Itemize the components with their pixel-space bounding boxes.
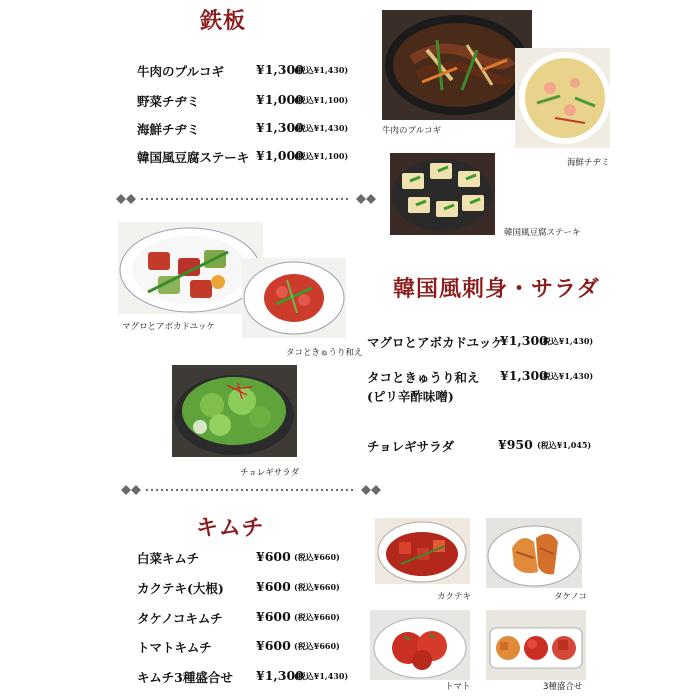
menu-item bbox=[137, 549, 377, 567]
section-divider bbox=[115, 193, 377, 205]
tofu-steak-photo bbox=[390, 153, 495, 235]
menu-item bbox=[137, 668, 377, 686]
item-tax: (税込¥1,100) bbox=[294, 95, 349, 105]
item-name: タコときゅうり和え bbox=[367, 370, 480, 385]
item-price: ¥950 bbox=[498, 437, 533, 452]
item-name: カクテキ(大根) bbox=[137, 581, 224, 596]
menu-item bbox=[137, 638, 377, 656]
item-name: チョレギサラダ bbox=[367, 439, 455, 454]
item-name: 韓国風豆腐ステーキ bbox=[137, 150, 250, 165]
item-price: ¥1,000 bbox=[256, 92, 304, 107]
section-title-teppan: 鉄板 bbox=[200, 8, 247, 34]
item-price: ¥1,300 bbox=[256, 668, 304, 683]
takenoko-photo bbox=[486, 518, 582, 588]
menu-item bbox=[137, 579, 377, 597]
caption-octopus-cucumber: タコときゅうり和え bbox=[286, 348, 363, 358]
caption-tofu-steak: 韓国風豆腐ステーキ bbox=[504, 228, 581, 238]
item-tax: (税込¥1,430) bbox=[294, 123, 349, 133]
item-tax: (税込¥660) bbox=[294, 552, 340, 562]
item-price: ¥1,300 bbox=[256, 120, 304, 135]
item-tax: (税込¥1,430) bbox=[294, 65, 349, 75]
menu-item bbox=[137, 609, 377, 627]
item-name: 野菜チヂミ bbox=[137, 94, 200, 109]
item-price: ¥1,000 bbox=[256, 148, 304, 163]
item-name: キムチ3種盛合せ bbox=[137, 670, 233, 685]
item-name: タケノコキムチ bbox=[137, 611, 223, 626]
item-name: 白菜キムチ bbox=[137, 551, 200, 566]
item-tax: (税込¥1,430) bbox=[539, 371, 594, 381]
item-name: 牛肉のプルコギ bbox=[137, 64, 225, 79]
seafood-pancake-photo bbox=[515, 48, 610, 148]
item-name: トマトキムチ bbox=[137, 640, 212, 655]
tomato-kimchi-photo bbox=[370, 610, 470, 680]
bulgogi-photo bbox=[382, 10, 532, 120]
caption-tuna-avocado: マグロとアボカドユッケ bbox=[122, 322, 215, 332]
menu-item bbox=[367, 437, 597, 455]
caption-kakuteki: カクテキ bbox=[437, 592, 472, 602]
item-tax: (税込¥1,100) bbox=[294, 151, 349, 161]
item-price: ¥1,300 bbox=[500, 368, 548, 383]
item-tax: (税込¥1,045) bbox=[537, 440, 592, 450]
item-name: 海鮮チヂミ bbox=[137, 122, 200, 137]
item-tax: (税込¥660) bbox=[294, 612, 340, 622]
item-price: ¥600 bbox=[256, 609, 291, 624]
menu-item bbox=[137, 120, 377, 138]
caption-assortment: 3種盛合せ bbox=[543, 682, 583, 692]
choregi-salad-photo bbox=[172, 365, 297, 457]
caption-takenoko: タケノコ bbox=[554, 592, 587, 602]
caption-choregi-salad: チョレギサラダ bbox=[240, 468, 300, 478]
menu-item bbox=[137, 62, 377, 80]
item-tax: (税込¥660) bbox=[294, 641, 340, 651]
section-title-sashimi-salad: 韓国風刺身・サラダ bbox=[393, 276, 600, 302]
item-price: ¥1,300 bbox=[500, 333, 548, 348]
item-tax: (税込¥660) bbox=[294, 582, 340, 592]
menu-item bbox=[137, 92, 377, 110]
item-tax: (税込¥1,430) bbox=[539, 336, 594, 346]
item-price: ¥600 bbox=[256, 579, 291, 594]
caption-tomato: トマト bbox=[445, 682, 471, 692]
item-price: ¥600 bbox=[256, 638, 291, 653]
item-tax: (税込¥1,430) bbox=[294, 671, 349, 681]
item-name: マグロとアボカドユッケ bbox=[367, 335, 504, 350]
section-divider bbox=[120, 484, 382, 496]
item-name-note: (ピリ辛酢味噌) bbox=[367, 389, 454, 404]
item-price: ¥1,300 bbox=[256, 62, 304, 77]
menu-item bbox=[137, 148, 377, 166]
caption-bulgogi: 牛肉のプルコギ bbox=[382, 126, 442, 136]
item-price: ¥600 bbox=[256, 549, 291, 564]
caption-seafood-pancake: 海鮮チヂミ bbox=[567, 158, 610, 168]
octopus-cucumber-photo bbox=[242, 258, 346, 338]
kimchi-assortment-photo bbox=[486, 610, 586, 680]
menu-item bbox=[367, 333, 597, 351]
menu-item bbox=[367, 368, 597, 386]
kakuteki-photo bbox=[375, 518, 470, 584]
section-title-kimchi: キムチ bbox=[196, 515, 265, 541]
